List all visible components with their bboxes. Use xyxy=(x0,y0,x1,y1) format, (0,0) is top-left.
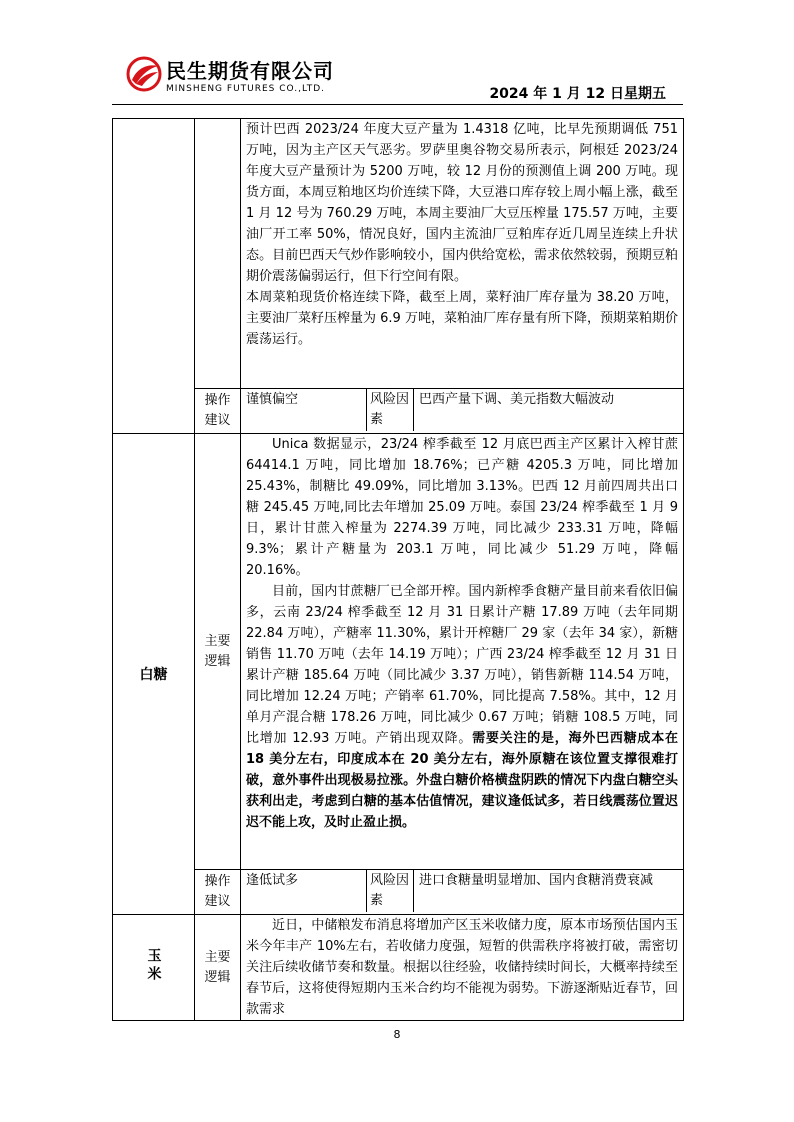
soymeal-op-row xyxy=(113,389,684,434)
sugar-op-row xyxy=(113,870,684,915)
sugar-category-label: 白糖 xyxy=(139,667,168,683)
corn-logic-paragraph: 近日，中储粮发布消息将增加产区玉米收储力度，原本市场预估国内玉米今年丰产 10%左右，若收储力度强，短暂的供需秩序将被打破，需密切关注后续收储节奏和数量。根据以往经验，收储持续时间长，大概率持续至春节后，这将使得短期内玉米合约均不能视为弱势。下游逐渐贴近春节，回款需求 xyxy=(246,918,678,1017)
analysis-table xyxy=(112,118,684,1021)
corn-category-label: 玉米 xyxy=(145,947,162,984)
sugar-logic-paragraph-1: Unica 数据显示，23/24 榨季截至 12 月底巴西主产区累计入榨甘蔗 64414.1 万吨，同比增加 18.76%；已产糖 4205.3 万吨，同比增加 25.43%，制糖比 49.09%，同比增加 3.13%。巴西 12 月前四周共出口糖 245.45 万吨,同比去年增加 25.09 万吨。泰国 23/24 榨季截至 1 月 9 日，累计甘蔗入榨量为 2274.39 万吨，同比减少 233.31 万吨，降幅 9.3%；累计产糖量为 203.1 万吨，同比减少 51.29 万吨，降幅 20.16%。 xyxy=(246,437,678,578)
soymeal-logic-paragraph: 预计巴西 2023/24 年度大豆产量为 1.4318 亿吨，比早先预期调低 751 万吨，因为主产区天气恶劣。罗萨里奥谷物交易所表示，阿根廷 2023/24 年度大豆产量预计为 5200 万吨，较 12 月份的预测值上调 200 万吨。现货方面，本周豆粕地区均价连续下降，大豆港口库存较上周小幅上涨，截至 1 月 12 号为 760.29 万吨，本周主要油厂大豆压榨量 175.57 万吨，主要油厂开工率 50%，情况良好，国内主流油厂豆粕库存近几周呈连续上升状态。目前巴西天气炒作影响较小，国内供给宽松，需求依然较弱，预期豆粕期价震荡偏弱运行，但下行空间有限。 xyxy=(246,122,678,284)
sugar-risk-label: 风险因素 xyxy=(367,870,414,912)
soymeal-logic-label-cell xyxy=(195,119,241,389)
sugar-category-cell xyxy=(113,434,195,915)
sugar-risk-value: 进口食糖量明显增加、国内食糖消费衰减 xyxy=(419,873,654,888)
sugar-logic-highlight: 需要关注的是，海外巴西糖成本在 18 美分左右，印度成本在 20 美分左右，海外原糖在该位置支撑很难打破，意外事件出现极易拉涨。外盘白糖价格横盘阴跌的情况下内盘白糖空头获利出走，考虑到白糖的基本估值情况，建议逢低试多，若日线震荡位置迟迟不能上攻，及时止盈止损。 xyxy=(246,731,678,830)
report-date: 2024 年 1 月 12 日星期五 xyxy=(489,86,666,102)
soymeal-op-cell xyxy=(241,389,684,434)
page-header xyxy=(0,0,794,120)
corn-logic-cell xyxy=(241,915,684,1021)
sugar-op-value: 逢低试多 xyxy=(246,873,299,888)
company-name-cn: 民生期货有限公司 xyxy=(166,59,334,83)
page-number: 8 xyxy=(393,1028,401,1041)
sugar-logic-cell xyxy=(241,434,684,870)
rapeseed-meal-paragraph: 本周菜粕现货价格连续下降，截至上周，菜籽油厂库存量为 38.20 万吨，主要油厂菜籽压榨量为 6.9 万吨，菜粕油厂库存量有所下降，预期菜粕期价震荡运行。 xyxy=(246,290,678,347)
sugar-logic-paragraph-2 xyxy=(246,581,678,833)
soymeal-op-inner xyxy=(241,389,683,431)
soymeal-logic-cell xyxy=(241,119,684,389)
sugar-op-cell xyxy=(241,870,684,915)
minsheng-logo-icon xyxy=(126,56,162,92)
header-rule xyxy=(112,104,683,105)
soymeal-risk-value: 巴西产量下调、美元指数大幅波动 xyxy=(419,392,615,407)
sugar-op-label: 操作建议 xyxy=(195,870,241,915)
sugar-logic-row xyxy=(113,434,684,870)
soymeal-logic-row xyxy=(113,119,684,389)
soymeal-op-label: 操作建议 xyxy=(195,389,241,434)
sugar-op-inner xyxy=(241,870,683,912)
soymeal-op-value: 谨慎偏空 xyxy=(246,392,299,407)
company-name-en: MINSHENG FUTURES CO.,LTD. xyxy=(166,84,326,94)
corn-category-cell xyxy=(113,915,195,1021)
corn-logic-row xyxy=(113,915,684,1021)
soymeal-category-cell xyxy=(113,119,195,434)
soymeal-risk-label: 风险因素 xyxy=(367,389,414,431)
corn-logic-label: 主要逻辑 xyxy=(195,915,241,1021)
sugar-logic-label: 主要逻辑 xyxy=(195,434,241,870)
sugar-logic-paragraph-2-text: 目前，国内甘蔗糖厂已全部开榨。国内新榨季食糖产量目前来看依旧偏多，云南 23/24 榨季截至 12 月 31 日累计产糖 17.89 万吨（去年同期 22.84 万吨），产糖率 11.30%，累计开榨糖厂 29 家（去年 34 家），新糖销售 11.70 万吨（去年 14.19 万吨）；广西 23/24 榨季截至 12 月 31 日累计产糖 185.64 万吨（同比减少 3.37 万吨），销售新糖 114.54 万吨，同比增加 12.24 万吨；产销率 61.70%，同比提高 7.58%。其中，12 月单月产混合糖 178.26 万吨，同比减少 0.67 万吨；销糖 108.5 万吨，同比增加 12.93 万吨。产销出现双降。 xyxy=(246,584,678,746)
